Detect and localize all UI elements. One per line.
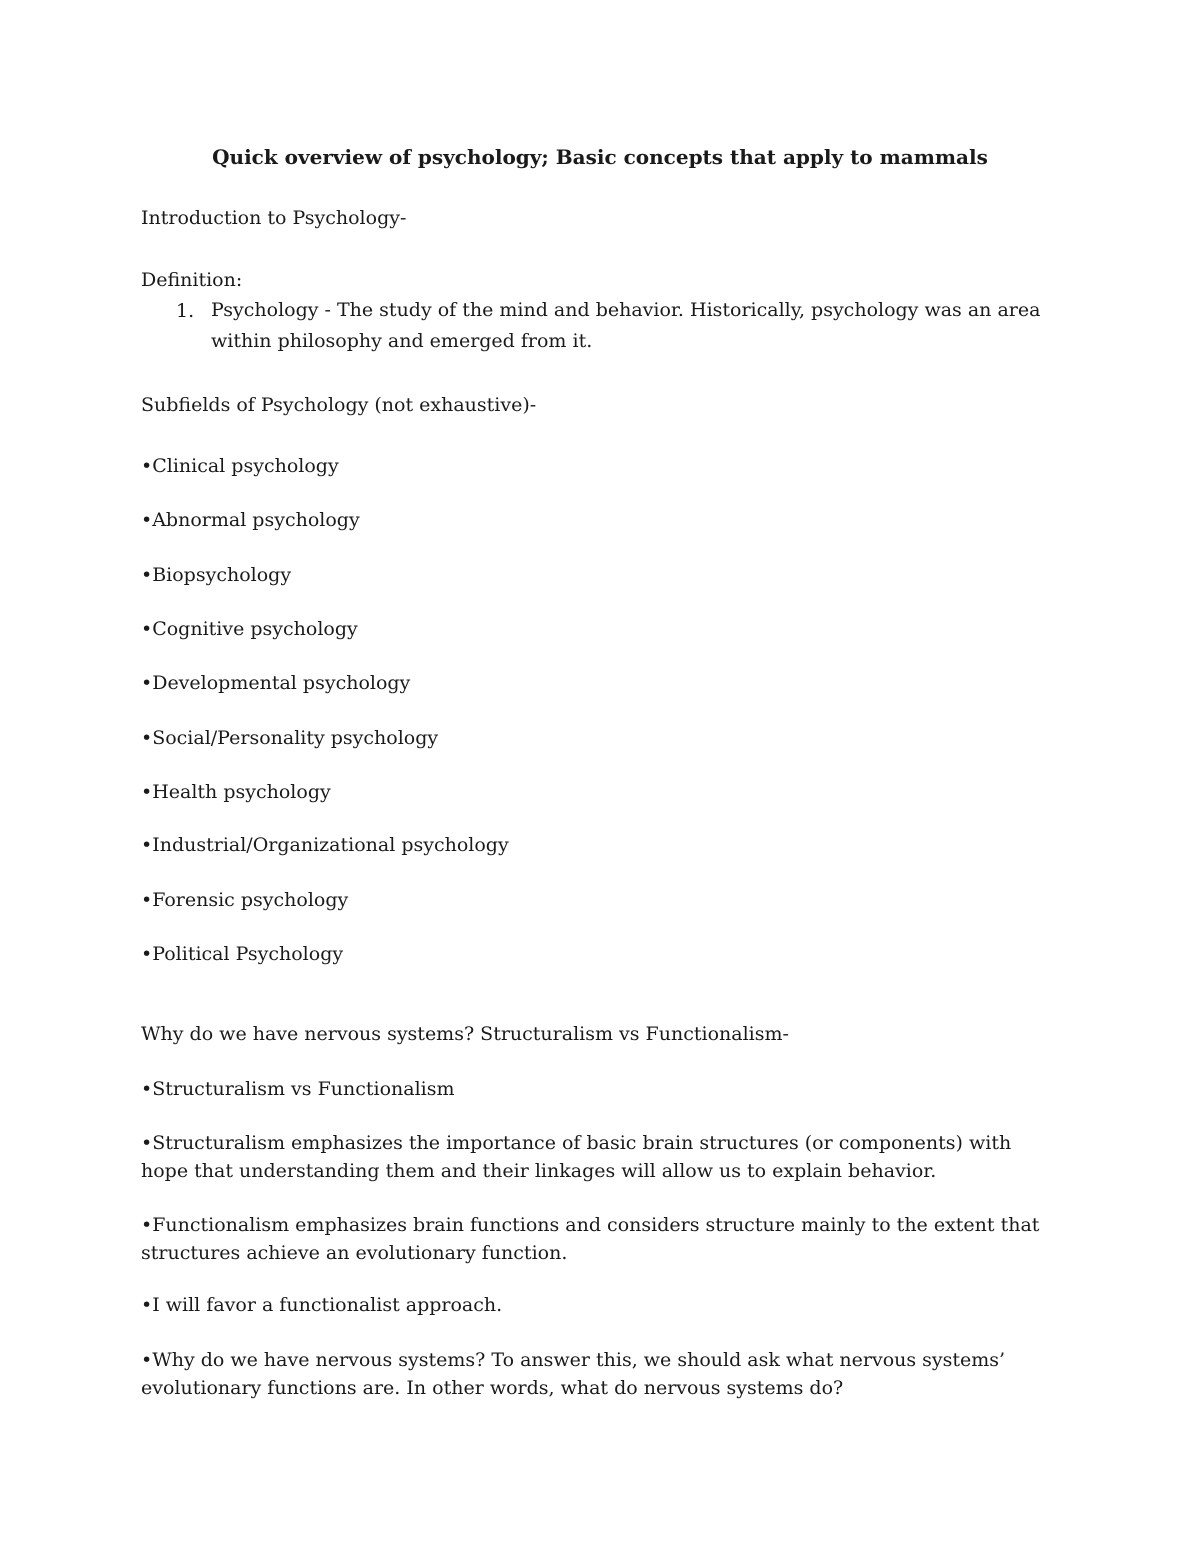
nervous-point: •I will favor a functionalist approach. — [141, 1294, 503, 1316]
nervous-point: •Functionalism emphasizes brain functions and considers structure mainly to the extent that structures achieve an evolutionary function. — [141, 1214, 1040, 1264]
intro-heading: Introduction to Psychology- — [141, 207, 407, 229]
subfield-item: •Forensic psychology — [141, 889, 349, 911]
nervous-point: •Why do we have nervous systems? To answer this, we should ask what nervous systems’ evolutionary functions are. In other words, what do nervous systems do? — [141, 1349, 1006, 1399]
definition-label: Definition: — [141, 269, 243, 291]
subfield-item: •Industrial/Organizational psychology — [141, 834, 509, 856]
subfield-item: •Clinical psychology — [141, 455, 339, 477]
nervous-point: •Structuralism emphasizes the importance of basic brain structures (or components) with hope that understanding them and their linkages will allow us to explain behavior. — [141, 1132, 1012, 1182]
subfield-item: •Biopsychology — [141, 564, 292, 586]
subfield-item: •Abnormal psychology — [141, 509, 360, 531]
nervous-point: •Structuralism vs Functionalism — [141, 1078, 455, 1100]
document-title: Quick overview of psychology; Basic concepts that apply to mammals — [212, 145, 988, 169]
definition-text: Psychology - The study of the mind and behavior. Historically, psychology was an area within philosophy and emerged from it. — [211, 299, 1041, 352]
subfield-item: •Social/Personality psychology — [141, 727, 439, 749]
subfield-item: •Developmental psychology — [141, 672, 411, 694]
subfield-item: •Political Psychology — [141, 943, 344, 965]
definition-number: 1. — [176, 300, 195, 322]
subfield-item: •Cognitive psychology — [141, 618, 358, 640]
nervous-systems-heading: Why do we have nervous systems? Structuralism vs Functionalism- — [141, 1023, 789, 1045]
subfield-item: •Health psychology — [141, 781, 331, 803]
subfields-heading: Subfields of Psychology (not exhaustive)- — [141, 394, 537, 416]
